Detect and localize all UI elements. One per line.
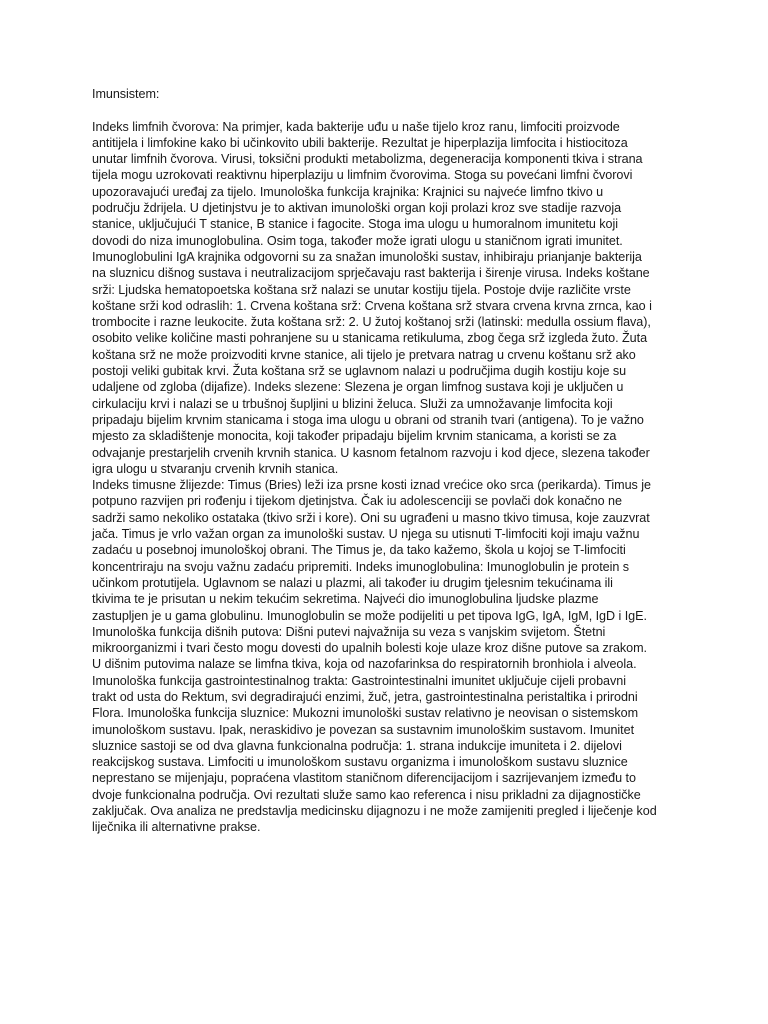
paragraph-lymph-nodes-tonsils-bone-marrow-spleen: Indeks limfnih čvorova: Na primjer, kada bakterije uđu u naše tijelo kroz ranu, limfociti proizvode antitijela i limfokine kako bi učinkovito ubili bakterije. Rezultat je hiperplazija limfocita i histiocitoza unutar limfnih čvorova. Virusi, toksični produkti metabolizma, degeneracija komponenti tkiva i strana tijela mogu uzrokovati reaktivnu hiperplaziju u limfnim čvorovima. Stoga su povećani limfni čvorovi upozoravajući uređaj za tijelo. Imunološka funkcija krajnika: Krajnici su najveće limfno tkivo u području ždrijela. U djetinjstvu je to aktivan imunološki organ koji prolazi kroz sve stadije razvoja stanice, uključujući T stanice, B stanice i fagocite. Stoga ima ulogu u humoralnom imunitetu koji dovodi do niza imunoglobulina. Osim toga, također može igrati ulogu u staničnom igrati imunitet. Imunoglobulini IgA krajnika odgovorni su za snažan imunološki sustav, inhibiraju prianjanje bakterija na sluznicu dišnog sustava i neutralizacijom sprječavaju rast bakterija i širenje virusa. Indeks koštane srži: Ljudska hematopoetska koštana srž nalazi se unutar kostiju tijela. Postoje dvije različite vrste koštane srži kod odraslih: 1. Crvena koštana srž: Crvena koštana srž stvara crvena krvna zrnca, kao i trombocite i razne leukocite. žuta koštana srž: 2. U žutoj koštanoj srži (latinski: medulla ossium flava), osobito velike količine masti pohranjene su u stanicama retikuluma, zbog čega srž izgleda žuto. Žuta koštana srž ne može proizvoditi krvne stanice, ali tijelo je pretvara natrag u crvenu koštanu srž ako postoji veliki gubitak krvi. Žuta koštana srž se uglavnom nalazi u područjima dugih kostiju koje su udaljene od zgloba (dijafize). Indeks slezene: Slezena je organ limfnog sustava koji je uključen u cirkulaciju krvi i nalazi se u trbušnoj šupljini u blizini želuca. Služi za umnožavanje limfocita koji pripadaju bijelim krvnim stanicama i stoga ima ulogu u obrani od stranih tvari (antigena). To je važno mjesto za skladištenje monocita, koji također pripadaju bijelim krvnim stanicama, a koristi se za odvajanje prestarjelih crvenih krvnih stanica. U kasnom fetalnom razvoju i kod djece, slezena također igra ulogu u stvaranju crvenih krvnih stanica.: [92, 119, 652, 476]
paragraph-thymus-immunoglobulin-mucosa: Indeks timusne žlijezde: Timus (Bries) leži iza prsne kosti iznad vrećice oko srca (perikarda). Timus je potpuno razvijen pri rođenju i tijekom djetinjstva. Čak iu adolescenciji se povlači dok konačno ne sadrži samo nekoliko ostataka (tkivo srži i kore). Oni su ugrađeni u masno tkivo timusa, koje zauzvrat jača. Timus je vrlo važan organ za imunološki sustav. U njega su utisnuti T-limfociti koji imaju važnu zadaću u posebnoj imunološkoj obrani. The Timus je, da tako kažemo, škola u kojoj se T-limfociti koncentriraju na svoju važnu zadaću pripremiti. Indeks imunoglobulina: Imunoglobulin je protein s učinkom protutijela. Uglavnom se nalazi u plazmi, ali također iu drugim tjelesnim tekućinama ili tkivima te je prisutan u nekim tekućim sekretima. Najveći dio imunoglobulina ljudske plazme zastupljen je u gama globulinu. Imunoglobulin se može podijeliti u pet tipova IgG, IgA, IgM, IgD i IgE. Imunološka funkcija dišnih putova: Dišni putevi najvažnija su veza s vanjskim svijetom. Štetni mikroorganizmi i tvari često mogu dovesti do upalnih bolesti koje ulaze kroz dišne putove sa zrakom. U dišnim putovima nalaze se limfna tkiva, koja od nazofarinksa do respiratornih bronhiola i alveola. Imunološka funkcija gastrointestinalnog trakta: Gastrointestinalni imunitet uključuje cijeli probavni trakt od usta do Rektum, svi degradirajući enzimi, žuč, jetra, gastrointestinalna peristaltika i prirodni Flora. Imunološka funkcija sluznice: Mukozni imunološki sustav relativno je neovisan o sistemskom imunološkom sustavu. Ipak, neraskidivo je povezan sa sustavnim imunološkim sustavom. Imunitet sluznice sastoji se od dva glavna funkcionalna područja: 1. strana indukcije imuniteta i 2. dijelovi reakcijskog sustava. Limfociti u imunološkom sustavu organizma i imunološkom sustavu sluznice neprestano se mijenjaju, popraćena vlastitom staničnom diferencijacijom i sazrijevanjem između to dvoje funkcionalna područja. Ovi rezultati služe samo kao referenca i nisu prikladni za dijagnostičke zaključak. Ova analiza ne predstavlja medicinsku dijagnozu i ne može zamijeniti pregled i liječenje kod liječnika ili alternativne prakse.: [92, 478, 657, 835]
document-page: [92, 86, 677, 836]
document-title: Imunsistem:: [92, 87, 160, 101]
